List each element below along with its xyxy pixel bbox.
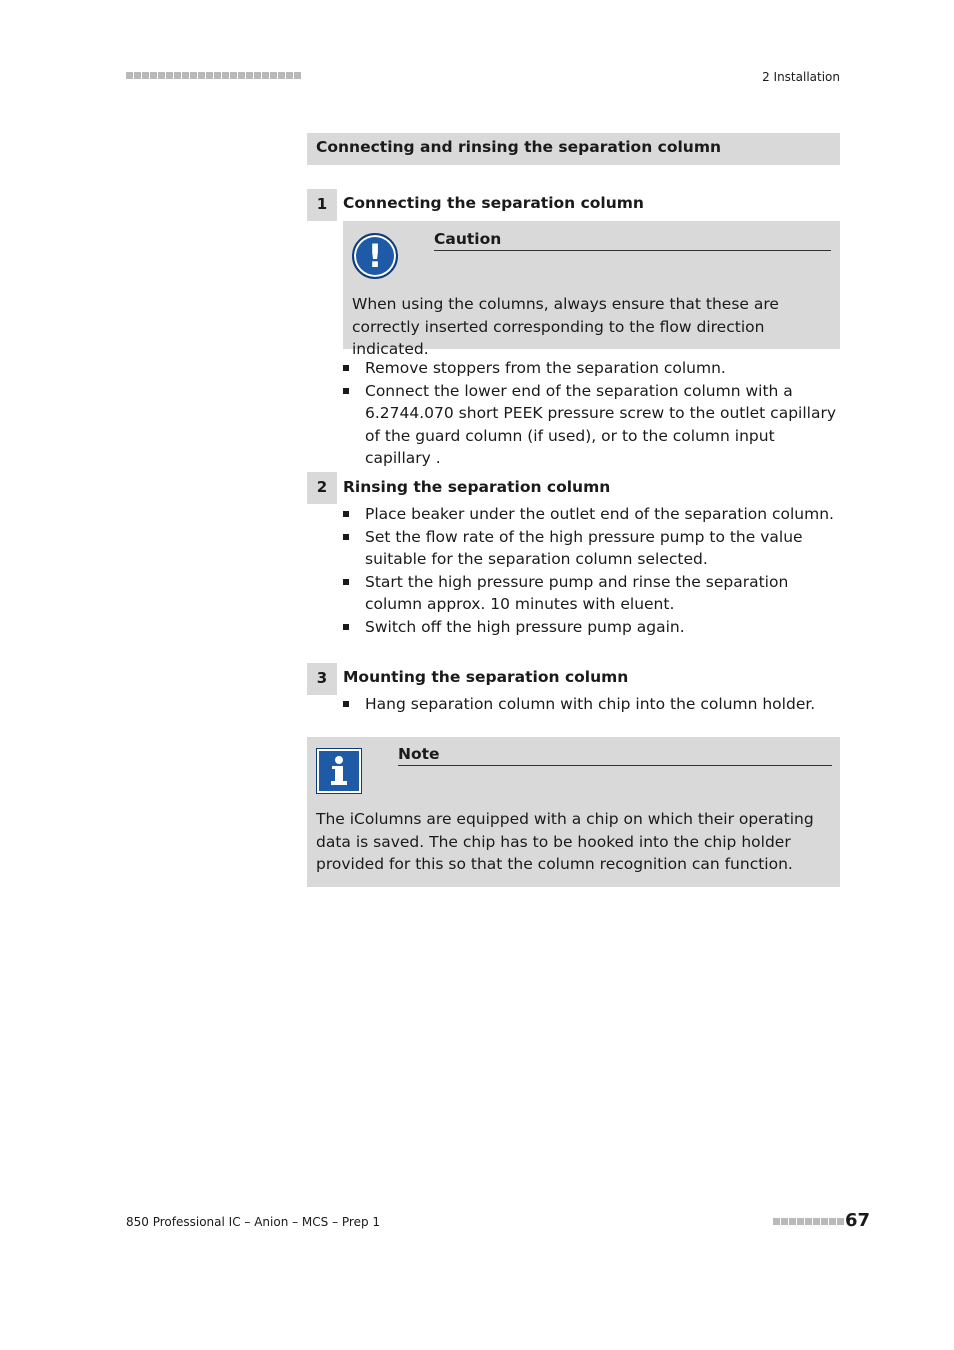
page-number: 67 <box>845 1210 871 1231</box>
footer-decoration <box>773 1218 844 1225</box>
step-1-bullets <box>343 357 840 470</box>
step-2-bullets <box>343 503 840 638</box>
list-item <box>343 503 840 526</box>
bullet-square-icon <box>343 511 349 517</box>
list-item <box>343 526 840 571</box>
list-item <box>343 571 840 616</box>
header-decoration <box>126 72 301 79</box>
header-section: 2 Installation <box>762 70 840 84</box>
note-box <box>307 737 840 887</box>
note-heading: Note <box>398 745 832 766</box>
exclamation-circle-icon: ! <box>352 233 398 279</box>
list-item-text: Remove stoppers from the separation column. <box>365 359 726 377</box>
step-number: 3 <box>307 663 337 695</box>
list-item <box>343 380 840 470</box>
list-item <box>343 616 840 639</box>
step-title: Mounting the separation column <box>343 668 629 686</box>
section-title: Connecting and rinsing the separation column <box>307 133 840 165</box>
step-title: Rinsing the separation column <box>343 478 611 496</box>
bullet-square-icon <box>343 365 349 371</box>
bullet-square-icon <box>343 701 349 707</box>
list-item-text: Hang separation column with chip into the column holder. <box>365 695 816 713</box>
list-item-text: Switch off the high pressure pump again. <box>365 617 685 636</box>
caution-text: When using the columns, always ensure that these are correctly inserted corresponding to the flow direction indicated. <box>352 295 779 358</box>
caution-heading: Caution <box>434 230 831 251</box>
bullet-square-icon <box>343 624 349 630</box>
list-item-text: Start the high pressure pump and rinse the separation column approx. 10 minutes with eluent. <box>365 572 789 613</box>
bullet-square-icon <box>343 534 349 540</box>
bullet-square-icon <box>343 388 349 394</box>
list-item-text: Set the flow rate of the high pressure pump to the value suitable for the separation column selected. <box>365 527 803 568</box>
step-number: 2 <box>307 472 337 504</box>
caution-box <box>343 221 840 358</box>
info-icon <box>316 748 362 794</box>
step-title: Connecting the separation column <box>343 194 644 212</box>
bullet-square-icon <box>343 579 349 585</box>
list-item-text: Connect the lower end of the separation column with a 6.2744.070 short PEEK pressure screw to the outlet capillary of the guard column (if used), or to the column input capillary . <box>365 381 837 467</box>
list-item <box>343 693 840 716</box>
list-item-text: Place beaker under the outlet end of the separation column. <box>365 505 834 523</box>
note-text: The iColumns are equipped with a chip on which their operating data is saved. The chip has to be hooked into the chip holder provided for this so that the column recognition can function. <box>316 810 814 873</box>
step-3-bullets <box>343 693 840 716</box>
footer-document-title: 850 Professional IC – Anion – MCS – Prep 1 <box>126 1215 381 1229</box>
list-item <box>343 357 840 380</box>
step-number: 1 <box>307 189 337 221</box>
